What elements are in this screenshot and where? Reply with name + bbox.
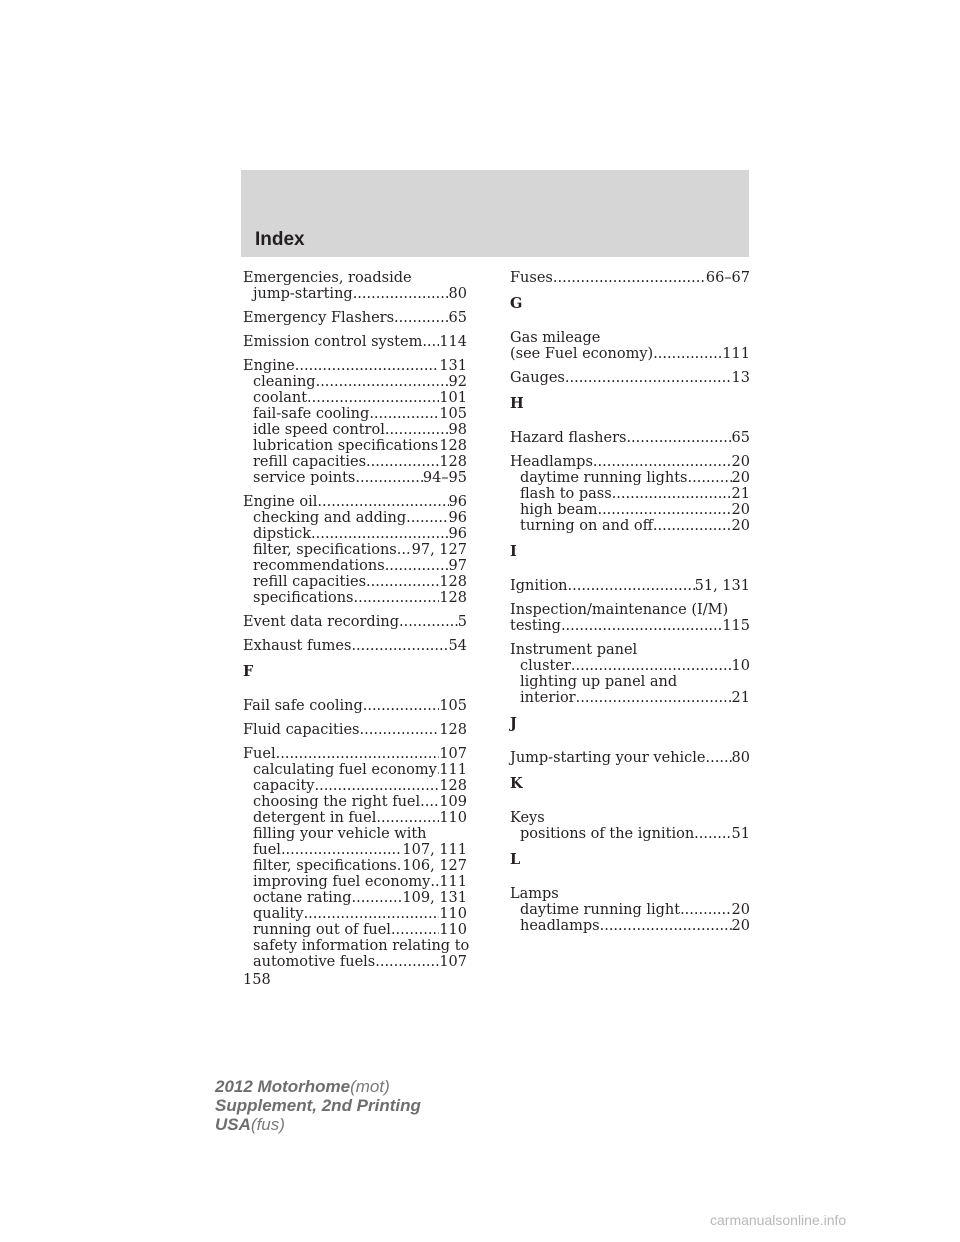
dot-leader [353,286,449,302]
index-entry [243,638,467,654]
page-reference[interactable]: 105 [439,406,467,422]
index-term: Engine oil [243,494,318,510]
dot-leader [317,494,448,510]
index-entry-line [510,370,750,386]
index-term: Emission control system [243,334,423,350]
dot-leader [385,422,449,438]
footer-model: 2012 Motorhome [215,1077,351,1096]
index-subentry [243,778,467,794]
dot-leader [600,918,732,934]
page-reference[interactable]: 109, 131 [402,890,467,906]
page-title: Index [255,229,305,250]
index-term: choosing the right fuel [253,794,421,810]
dot-leader [363,698,440,714]
page-reference[interactable]: 65 [448,310,467,326]
page-reference[interactable]: 128 [439,590,467,606]
dot-leader [680,902,731,918]
index-term: coolant [253,390,308,406]
index-term: running out of fuel [253,922,391,938]
page-reference[interactable]: 20 [731,902,750,918]
index-entry-line [510,886,750,902]
dot-leader [391,922,439,938]
page-reference[interactable]: 13 [731,370,750,386]
index-entry [243,310,467,326]
index-term: cluster [520,658,571,674]
index-term: Hazard flashers [510,430,627,446]
page-reference[interactable]: 98 [448,422,467,438]
index-entry [243,698,467,714]
page-reference[interactable]: 51 [731,826,750,842]
page-reference[interactable]: 128 [439,778,467,794]
page-reference[interactable]: 10 [731,658,750,674]
index-entry-line [243,638,467,654]
index-term: turning on and off [520,518,653,534]
dot-leader [385,558,449,574]
index-term: refill capacities [253,454,367,470]
index-subentry [243,890,467,906]
dot-leader [422,334,439,350]
index-term: lighting up panel and [520,674,678,690]
index-term: automotive fuels [253,954,376,970]
index-subentry [510,658,750,674]
page-reference[interactable]: 109 [439,794,467,810]
index-entry-line [510,602,750,618]
index-subentry [243,590,467,606]
page-reference[interactable]: 128 [439,574,467,590]
index-entry-line [510,346,750,362]
index-entry-line [243,614,467,630]
index-entry-line [510,750,750,766]
index-term: recommendations [253,558,385,574]
index-subentry [243,454,467,470]
index-subentry [510,518,750,534]
index-term: filling your vehicle with [253,826,427,842]
page-reference[interactable]: 96 [448,494,467,510]
index-entry [510,370,750,386]
index-subentry [243,906,467,922]
dot-leader [376,810,439,826]
index-term: Gauges [510,370,565,386]
index-subentry [510,690,750,706]
index-entry [510,430,750,446]
index-term: Emergency Flashers [243,310,395,326]
index-entry [243,614,467,630]
index-subentry [510,826,750,842]
index-letter-heading: G [510,295,523,312]
index-subentry [243,374,467,390]
index-term: Event data recording [243,614,399,630]
page-reference[interactable]: 128 [439,722,467,738]
dot-leader [653,346,722,362]
dot-leader [571,658,732,674]
dot-leader [399,614,458,630]
page-reference[interactable]: 114 [439,334,467,350]
page-reference[interactable]: 66–67 [705,270,750,286]
dot-leader [366,454,439,470]
dot-leader [430,874,439,890]
index-term: Fuel [243,746,276,762]
dot-leader [576,690,732,706]
index-entry [243,358,467,486]
dot-leader [561,618,722,634]
footer-model-code: (mot) [350,1077,390,1096]
index-subentry [243,526,467,542]
dot-leader [597,502,731,518]
page-reference[interactable]: 20 [731,454,750,470]
header-band [241,170,749,257]
index-column-right [510,270,750,942]
index-term: Ignition [510,578,568,594]
index-subentry [243,922,467,938]
footer-market: USA [215,1115,251,1134]
index-entry-line [510,578,750,594]
page-reference[interactable]: 80 [731,750,750,766]
footer-market-code: (fus) [250,1115,285,1134]
index-term: dipstick [253,526,312,542]
dot-leader [626,430,731,446]
index-entry [510,578,750,594]
index-term: filter, specifications [253,542,397,558]
index-entry [510,886,750,934]
index-entry-line [243,494,467,510]
index-subentry [243,762,467,778]
index-entry-line [510,430,750,446]
index-subentry [243,858,467,874]
page-reference[interactable]: 20 [731,518,750,534]
index-term: specifications [253,590,354,606]
index-letter-heading: L [510,851,521,868]
watermark-link[interactable]: carmanualsonline.info [710,1212,847,1228]
index-term: high beam [520,502,598,518]
index-column-left [243,270,470,978]
index-subentry [243,826,467,842]
page-reference[interactable]: 94–95 [422,470,467,486]
index-term: daytime running light [520,902,681,918]
page-reference[interactable]: 105 [439,698,467,714]
index-subentry [243,794,467,810]
index-term: flash to pass [520,486,612,502]
index-subentry [243,874,467,890]
page-reference[interactable]: 20 [731,502,750,518]
dot-leader [352,890,403,906]
dot-leader [314,778,439,794]
index-entry-line [243,334,467,350]
page-reference[interactable]: 111 [439,762,467,778]
page-reference[interactable]: 21 [731,690,750,706]
dot-leader [369,406,439,422]
dot-leader [553,270,706,286]
index-term: interior [520,690,576,706]
index-term: filter, specifications [253,858,397,874]
index-subentry [243,938,470,954]
index-entry [510,454,750,534]
page-reference[interactable]: 96 [448,510,467,526]
page-reference[interactable]: 110 [439,922,467,938]
dot-leader [360,722,440,738]
index-entry-line [510,642,750,658]
index-term: daytime running lights [520,470,688,486]
index-entry [510,270,750,286]
dot-leader [706,750,732,766]
dot-leader [311,526,449,542]
page-reference[interactable]: 51, 131 [694,578,750,594]
index-subentry [243,470,467,486]
page-reference[interactable]: 131 [439,358,467,374]
index-subentry [243,406,467,422]
index-entry [243,494,467,606]
index-subentry [243,954,467,970]
index-term: Fail safe cooling [243,698,363,714]
page-reference[interactable]: 97 [448,558,467,574]
index-subentry [243,390,467,406]
index-subentry [510,486,750,502]
dot-leader [281,842,402,858]
page-reference[interactable]: 97, 127 [411,542,467,558]
index-term: Fuses [510,270,553,286]
index-subentry [243,810,467,826]
dot-leader [366,574,439,590]
page-number: 158 [243,972,271,988]
index-term: Emergencies, roadside [243,270,412,286]
page-reference[interactable]: 110 [439,906,467,922]
page-reference[interactable]: 107 [439,954,467,970]
index-term: lubrication specifications [253,438,439,454]
dot-leader [397,542,412,558]
index-term: improving fuel economy [253,874,431,890]
index-letter-heading: H [510,395,524,412]
index-term: Exhaust fumes [243,638,352,654]
dot-leader [295,358,440,374]
page-reference[interactable]: 115 [722,618,750,634]
index-subentry [243,510,467,526]
dot-leader [353,590,439,606]
index-term: fail-safe cooling [253,406,370,422]
index-subentry [243,558,467,574]
index-term: octane rating [253,890,352,906]
dot-leader [307,390,439,406]
index-term: Keys [510,810,545,826]
dot-leader [420,794,439,810]
dot-leader [276,746,440,762]
index-term: service points [253,470,356,486]
index-term: quality [253,906,304,922]
index-term: detergent in fuel [253,810,377,826]
index-subentry [243,842,467,858]
index-term: Jump-starting your vehicle [510,750,706,766]
page-reference[interactable]: 107, 111 [402,842,467,858]
index-entry-line [510,810,750,826]
index-entry-line [243,722,467,738]
index-subentry [243,438,467,454]
index-entry [510,810,750,842]
dot-leader [565,370,732,386]
index-letter-heading: J [510,715,517,732]
dot-leader [612,486,732,502]
page-reference[interactable]: 92 [448,374,467,390]
index-entry [243,334,467,350]
index-term: Inspection/maintenance (I/M) [510,602,729,618]
index-term: Headlamps [510,454,593,470]
index-subentry [510,918,750,934]
index-entry [243,746,470,970]
index-subentry [243,286,467,302]
page-reference[interactable]: 128 [439,454,467,470]
index-entry-line [243,270,467,286]
index-term: calculating fuel economy [253,762,437,778]
index-entry [510,750,750,766]
page-reference[interactable]: 96 [448,526,467,542]
index-term: Instrument panel [510,642,638,658]
index-entry-line [243,746,467,762]
index-entry-line [243,310,467,326]
index-subentry [243,542,467,558]
dot-leader [568,578,695,594]
index-term: jump-starting [253,286,353,302]
index-term: capacity [253,778,315,794]
page-reference[interactable]: 111 [439,874,467,890]
page-reference[interactable]: 65 [731,430,750,446]
index-term: idle speed control [253,422,385,438]
dot-leader [406,510,448,526]
index-term: headlamps [520,918,600,934]
index-subentry [243,574,467,590]
page-reference[interactable]: 111 [722,346,750,362]
dot-leader [304,906,440,922]
page-reference[interactable]: 128 [439,438,467,454]
index-term: Lamps [510,886,559,902]
index-subentry [243,422,467,438]
dot-leader [593,454,732,470]
index-term: fuel [253,842,281,858]
index-term: Fluid capacities [243,722,360,738]
index-subentry [510,470,750,486]
dot-leader [688,470,732,486]
page-reference[interactable]: 21 [731,486,750,502]
index-letter-heading: F [243,663,254,680]
index-term: positions of the ignition [520,826,695,842]
page-reference[interactable]: 107 [439,746,467,762]
index-term: refill capacities [253,574,367,590]
footer [215,1077,421,1134]
page-reference[interactable]: 54 [448,638,467,654]
index-entry [510,642,750,706]
index-entry [510,602,750,634]
index-term: Gas mileage [510,330,601,346]
index-subentry [510,502,750,518]
page-reference[interactable]: 20 [731,918,750,934]
index-subentry [510,674,750,690]
dot-leader [394,310,449,326]
page-reference[interactable]: 110 [439,810,467,826]
index-term: testing [510,618,561,634]
dot-leader [694,826,731,842]
page-reference[interactable]: 106, 127 [402,858,467,874]
index-term: cleaning [253,374,316,390]
index-term: (see Fuel economy) [510,346,654,362]
index-entry-line [510,270,750,286]
index-entry-line [243,358,467,374]
index-entry [243,270,467,302]
index-subentry [510,902,750,918]
footer-printing: Supplement, 2nd Printing [215,1096,421,1115]
index-term: safety information relating to [253,938,470,954]
index-entry [243,722,467,738]
dot-leader [653,518,732,534]
index-term: Engine [243,358,295,374]
index-entry-line [510,330,750,346]
page-reference[interactable]: 20 [731,470,750,486]
dot-leader [375,954,439,970]
index-entry-line [510,454,750,470]
index-letter-heading: I [510,543,517,560]
index-entry-line [243,698,467,714]
page-reference[interactable]: 80 [448,286,467,302]
index-term: checking and adding [253,510,407,526]
page-reference[interactable]: 5 [457,614,467,630]
index-letter-heading: K [510,775,523,792]
dot-leader [351,638,448,654]
index-entry [510,330,750,362]
dot-leader [316,374,449,390]
page-reference[interactable]: 101 [439,390,467,406]
index-entry-line [510,618,750,634]
dot-leader [355,470,422,486]
